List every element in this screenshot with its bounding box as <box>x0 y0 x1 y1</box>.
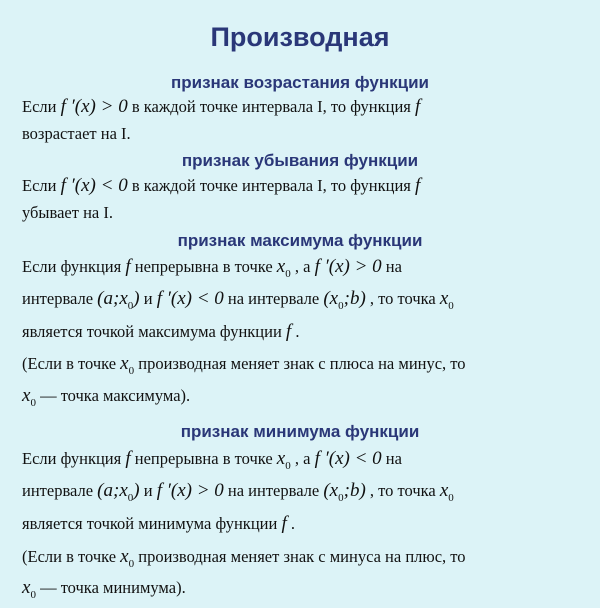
subscript: 0 <box>448 491 454 504</box>
formula: f ′(x) > 0 <box>60 96 128 117</box>
var: x <box>22 577 31 598</box>
increasing-line-1 <box>22 96 592 118</box>
text: на <box>381 449 402 468</box>
var: ;b) <box>343 480 366 501</box>
var: (a;x <box>97 288 128 309</box>
text: непрерывна в точке <box>130 449 277 468</box>
text: Если <box>22 97 61 116</box>
maximum-line-1 <box>22 256 592 280</box>
text: непрерывна в точке <box>130 257 277 276</box>
formula: f <box>415 96 421 117</box>
formula: f ′(x) > 0 <box>156 480 224 501</box>
text: — точка максимума). <box>35 386 191 405</box>
text: Если функция <box>22 257 126 276</box>
page-title: Производная <box>210 22 390 52</box>
text: является точкой минимума функции <box>22 514 282 533</box>
var: x <box>120 353 129 374</box>
formula: f <box>281 513 287 534</box>
text: интервале <box>22 481 98 500</box>
var: x <box>22 385 31 406</box>
var: x <box>120 546 129 567</box>
formula <box>276 448 291 472</box>
text: (Если в точке <box>22 547 121 566</box>
formula <box>439 480 454 504</box>
subscript: 0 <box>127 491 134 504</box>
heading-increasing: признак возрастания функции <box>170 73 429 92</box>
text: убывает на I. <box>22 203 113 222</box>
text: . <box>291 322 300 341</box>
decreasing-line-2 <box>22 203 592 223</box>
increasing-line-2 <box>22 124 592 144</box>
var: (x <box>323 288 339 309</box>
heading-maximum: признак максимума функции <box>177 231 423 250</box>
minimum-line-1 <box>22 448 592 472</box>
subscript: 0 <box>127 299 134 312</box>
minimum-line-2 <box>22 480 592 504</box>
formula <box>439 288 454 312</box>
formula: f ′(x) < 0 <box>60 175 128 196</box>
formula <box>97 480 140 504</box>
text: возрастает на I. <box>22 124 131 143</box>
var: x <box>276 448 286 469</box>
formula: f <box>125 256 131 277</box>
text: Если <box>22 176 61 195</box>
var: ) <box>133 288 140 309</box>
text: Если функция <box>22 449 126 468</box>
var: x <box>439 288 449 309</box>
var: (x <box>323 480 339 501</box>
text: в каждой точке интервала I, то функция <box>127 176 416 195</box>
text: — точка минимума). <box>35 578 186 597</box>
text: является точкой максимума функции <box>22 322 286 341</box>
formula <box>22 577 36 601</box>
formula <box>323 480 366 504</box>
formula: f ′(x) < 0 <box>314 448 382 469</box>
text: и <box>139 481 157 500</box>
maximum-line-2 <box>22 288 592 312</box>
var: ) <box>133 480 140 501</box>
formula: f ′(x) < 0 <box>156 288 224 309</box>
var: x <box>439 480 449 501</box>
text: на интервале <box>223 481 324 500</box>
minimum-line-4 <box>22 546 592 570</box>
text: на <box>381 257 402 276</box>
text: , а <box>290 449 315 468</box>
text: , то точка <box>365 481 440 500</box>
maximum-line-4 <box>22 353 592 377</box>
subscript: 0 <box>128 557 135 570</box>
formula <box>22 385 36 409</box>
formula: f ′(x) > 0 <box>314 256 382 277</box>
text: . <box>286 514 295 533</box>
subscript: 0 <box>30 396 36 409</box>
text: производная меняет знак с минуса на плюс, то <box>134 547 466 566</box>
minimum-line-3 <box>22 513 592 535</box>
text: , то точка <box>365 289 440 308</box>
maximum-line-5 <box>22 385 592 409</box>
text: интервале <box>22 289 98 308</box>
formula <box>120 353 135 377</box>
text: , а <box>290 257 315 276</box>
formula <box>120 546 135 570</box>
formula <box>323 288 366 312</box>
var: ;b) <box>343 288 366 309</box>
var: x <box>276 256 286 277</box>
subscript: 0 <box>30 588 36 601</box>
formula <box>97 288 140 312</box>
formula: f <box>125 448 131 469</box>
var: (a;x <box>97 480 128 501</box>
subscript: 0 <box>338 299 344 312</box>
heading-decreasing: признак убывания функции <box>181 151 419 170</box>
formula: f <box>285 321 292 342</box>
subscript: 0 <box>285 459 291 472</box>
subscript: 0 <box>448 299 454 312</box>
heading-minimum: признак минимума функции <box>180 422 420 441</box>
subscript: 0 <box>285 267 291 280</box>
minimum-line-5 <box>22 577 592 601</box>
maximum-line-3 <box>22 321 592 343</box>
subscript: 0 <box>338 491 344 504</box>
text: на интервале <box>223 289 324 308</box>
formula: f <box>415 175 421 196</box>
decreasing-line-1 <box>22 175 592 197</box>
formula <box>276 256 291 280</box>
text: в каждой точке интервала I, то функция <box>127 97 416 116</box>
text: производная меняет знак с плюса на минус, то <box>134 354 466 373</box>
text: (Если в точке <box>22 354 121 373</box>
subscript: 0 <box>128 364 135 377</box>
text: и <box>139 289 157 308</box>
